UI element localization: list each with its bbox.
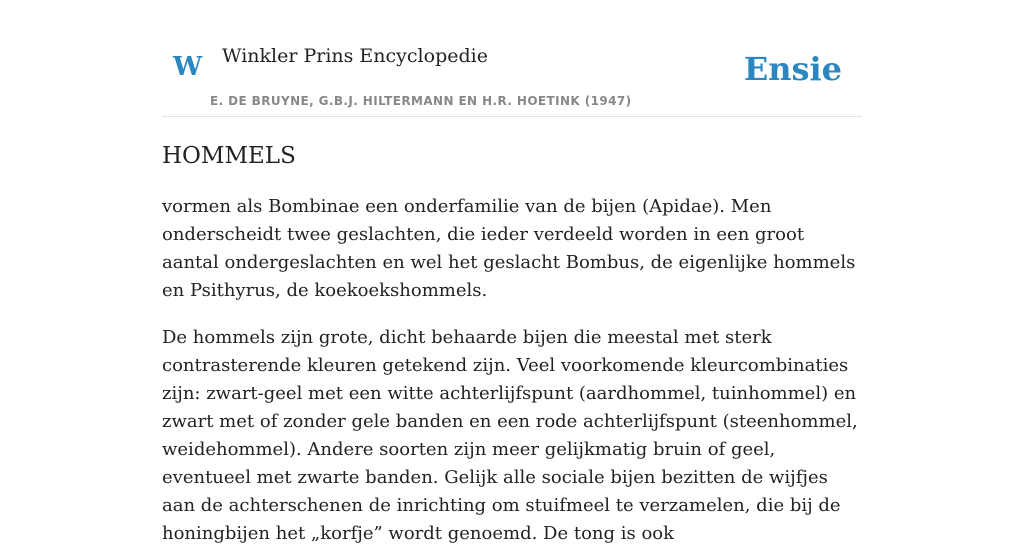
brand-logo[interactable]: Ensie — [743, 50, 842, 88]
header — [162, 0, 862, 117]
article-paragraph-2: De hommels zijn grote, dicht behaarde bijen die meestal met sterk contrasterende kleuren getekend zijn. Veel voorkomende kleurcombinaties zijn: zwart-geel met een witte achterlijfspunt (aardhommel, tuinhommel) en zwart met of zonder gele banden en een rode achterlijfspunt (steenhommel, weidehommel). Andere soorten zijn meer gelijkmatig bruin of geel, eventueel met zwarte banden. Gelijk alle sociale bijen bezitten de wijfjes aan de achterschenen de inrichting om stuifmeel te verzamelen, die bij de honingbijen het „korfje” wordt genoemd. De tong is ook — [162, 327, 858, 544]
article-title: HOMMELS — [162, 143, 296, 169]
page-container — [162, 0, 862, 548]
article-paragraph-1: vormen als Bombinae een onderfamilie van de bijen (Apidae). Men onderscheidt twee geslachten, die ieder verdeeld worden in een groot aantal ondergeslachten en wel het geslacht Bombus, de eigenlijke hommels en Psithyrus, de koekoekshommels. — [162, 196, 856, 301]
publication-title[interactable]: Winkler Prins Encyclopedie — [222, 45, 488, 67]
publication-authors: E. DE BRUYNE, G.B.J. HILTERMANN EN H.R. HOETINK (1947) — [210, 94, 632, 108]
publication-logo[interactable]: W — [173, 52, 203, 82]
